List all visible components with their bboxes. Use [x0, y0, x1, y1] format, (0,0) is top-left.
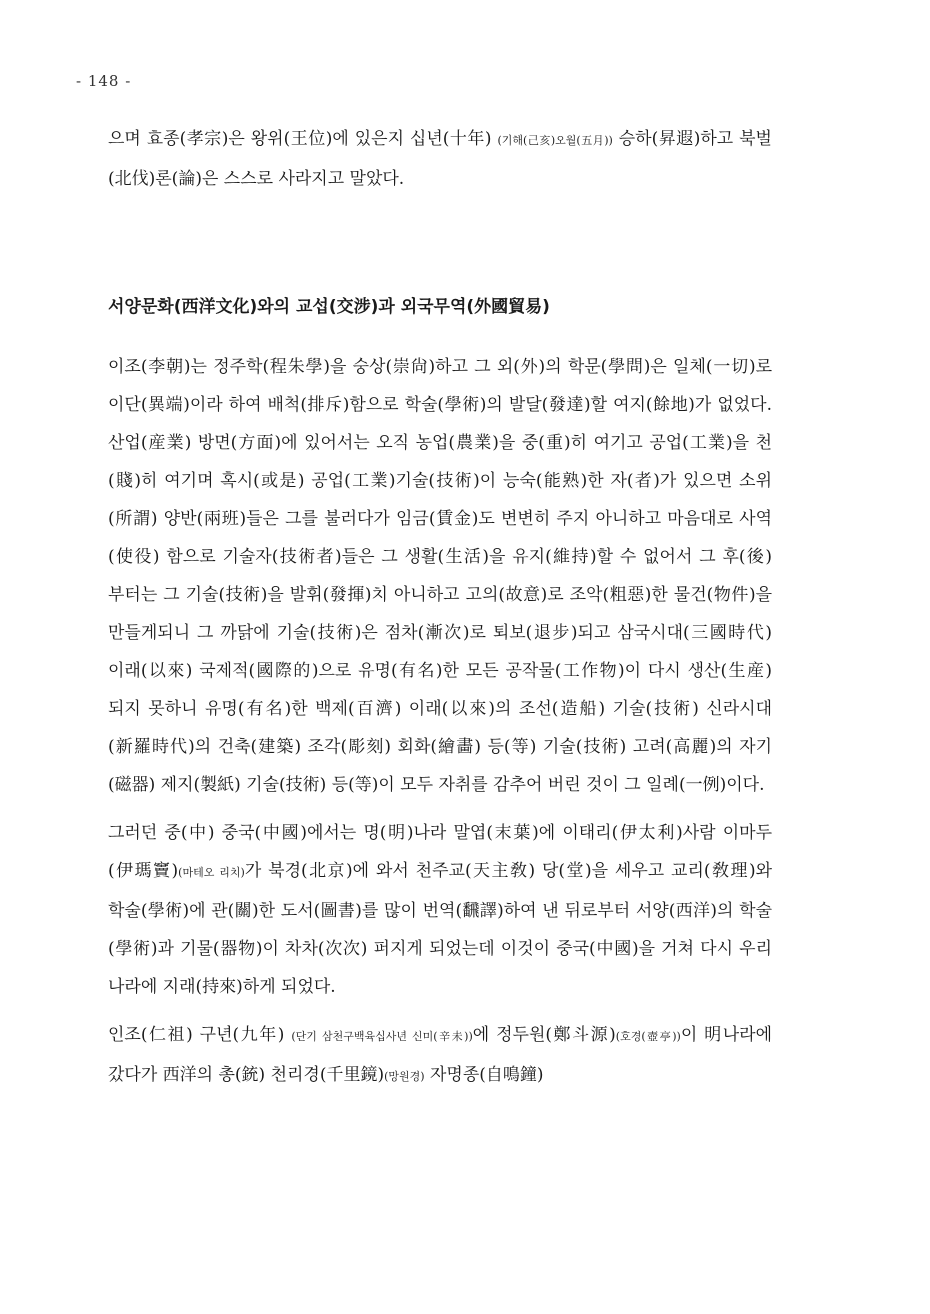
intro-date-note: (기해(己亥)오월(五月)) — [497, 134, 613, 147]
intro-text-a: 으며 효종(孝宗)은 왕위(王位)에 있은지 십년(十年) — [108, 129, 498, 149]
p2-text-b: 가 북경(北京)에 와서 천주교(天主敎) 당(堂)을 세우고 교리(敎理)와 학술(學術)에 관(關)한 도서(圖書)를 많이 번역(飜譯)하여 낸 뒤로부터 서양(西洋)의 학술(學術)과 기물(器物)이 차차(次次) 퍼지게 되었는데 이것이 중국(中國)을 거쳐 다시 우리 나라에 지래(持來)하게 되었다. — [108, 861, 772, 997]
p3-note-1: (단기 삼천구백육십사년 신미(辛未)) — [291, 1030, 473, 1043]
paragraph-2 — [108, 814, 772, 1006]
p3-text-d: 자명종(自鳴鐘) — [424, 1065, 544, 1085]
p3-text-c: 이 明나라에 갔다가 西洋의 총(銃) 천리경(千里鏡) — [108, 1025, 773, 1085]
p3-text-b: 에 정두원(鄭斗源) — [472, 1025, 616, 1045]
section-heading: 서양문화(西洋文化)와의 교섭(交涉)과 외국무역(外國貿易) — [108, 297, 550, 317]
intro-paragraph — [108, 120, 772, 198]
page-content — [108, 120, 772, 1096]
paragraph-1: 이조(李朝)는 정주학(程朱學)을 숭상(崇尙)하고 그 외(外)의 학문(學問)은 일체(一切)로 이단(異端)이라 하여 배척(排斥)함으로 학술(學術)의 발달(發達)할 여지(餘地)가 없었다. 산업(産業) 방면(方面)에 있어서는 오직 농업(農業)을 중(重)히 여기고 공업(工業)을 천(賤)히 여기며 혹시(或是) 공업(工業)기술(技術)이 능숙(能熟)한 자(者)가 있으면 소위(所謂) 양반(兩班)들은 그를 불러다가 임금(賃金)도 변변히 주지 아니하고 마음대로 사역(使役) 함으로 기술자(技術者)들은 그 생활(生活)을 유지(維持)할 수 없어서 그 후(後)부터는 그 기술(技術)을 발휘(發揮)치 아니하고 고의(故意)로 조악(粗惡)한 물건(物件)을 만들게되니 그 까닭에 기술(技術)은 점차(漸次)로 퇴보(退步)되고 삼국시대(三國時代) 이래(以來) 국제적(國際的)으로 유명(有名)한 모든 공작물(工作物)이 다시 생산(生産)되지 못하니 유명(有名)한 백제(百濟) 이래(以來)의 조선(造船) 기술(技術) 신라시대(新羅時代)의 건축(建築) 조각(彫刻) 회화(繪畵) 등(等) 기술(技術) 고려(高麗)의 자기(磁器) 제지(製紙) 기술(技術) 등(等)이 모두 자취를 감추어 버린 것이 그 일례(一例)이다. — [108, 357, 772, 795]
p2-text-a: 그러던 중(中) 중국(中國)에서는 명(明)나라 말엽(末葉)에 이태리(伊太利)사람 이마두(伊瑪竇) — [108, 823, 772, 881]
p3-note-2: (호경(壺亭)) — [615, 1030, 681, 1043]
intro-text-b: 승하(昇遐)하고 북벌(北伐)론(論)은 스스로 사라지고 말았다. — [108, 129, 772, 189]
p3-note-3: (망원경) — [384, 1070, 425, 1083]
paragraph-3 — [108, 1016, 772, 1096]
p3-text-a: 인조(仁祖) 구년(九年) — [108, 1025, 292, 1045]
page-number: - 148 - — [76, 72, 132, 90]
p2-note: (마테오 리치) — [178, 866, 245, 879]
